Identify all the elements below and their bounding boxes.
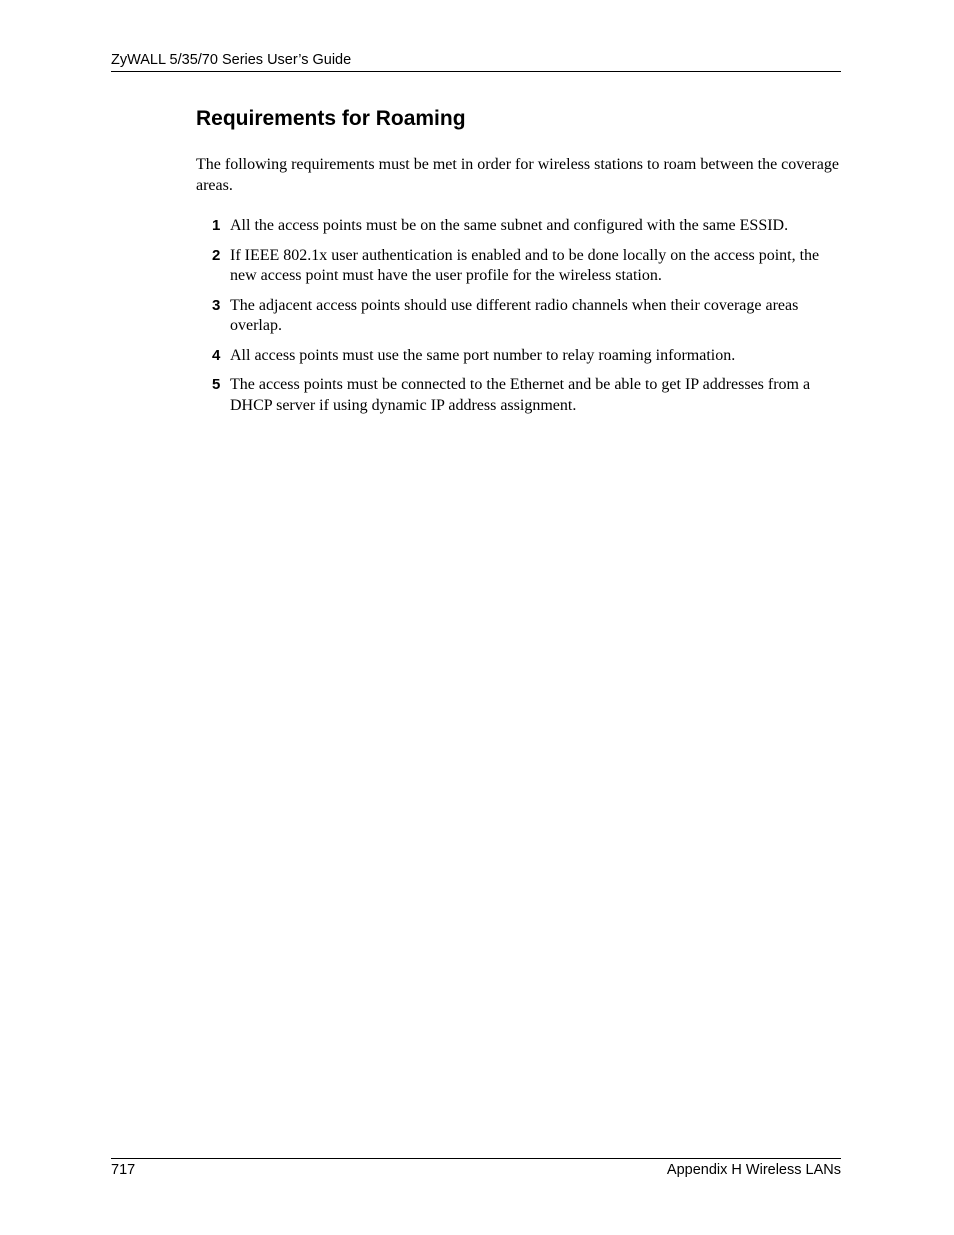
step-text: All access points must use the same port number to relay roaming information. <box>230 346 736 364</box>
step-text: The access points must be connected to the Ethernet and be able to get IP addresses from a DHCP server if using dynamic IP address assignment. <box>230 376 811 414</box>
step-text: If IEEE 802.1x user authentication is enabled and to be done locally on the access point, the new access point must have the user profile for the wireless station. <box>230 246 820 284</box>
list-item <box>196 246 846 287</box>
list-item <box>196 216 846 237</box>
intro-paragraph: The following requirements must be met in order for wireless stations to roam between the coverage areas. <box>196 156 839 194</box>
section-title: Requirements for Roaming <box>196 107 466 130</box>
list-item <box>196 346 846 367</box>
step-number: 3 <box>212 296 221 314</box>
step-number: 1 <box>212 217 221 234</box>
step-number: 2 <box>212 246 221 264</box>
step-number: 4 <box>212 346 221 364</box>
step-text: The adjacent access points should use different radio channels when their coverage areas overlap. <box>230 296 799 334</box>
page-number: 717 <box>111 1162 136 1178</box>
header-divider <box>111 71 841 72</box>
running-header: ZyWALL 5/35/70 Series User’s Guide <box>111 52 352 68</box>
step-text: All the access points must be on the same subnet and configured with the same ESSID. <box>230 217 789 234</box>
step-number: 5 <box>212 376 221 393</box>
requirements-list <box>196 216 846 425</box>
list-item <box>196 375 846 416</box>
list-item <box>196 296 846 337</box>
footer-divider <box>111 1158 841 1159</box>
footer-section-label: Appendix H Wireless LANs <box>666 1162 841 1178</box>
